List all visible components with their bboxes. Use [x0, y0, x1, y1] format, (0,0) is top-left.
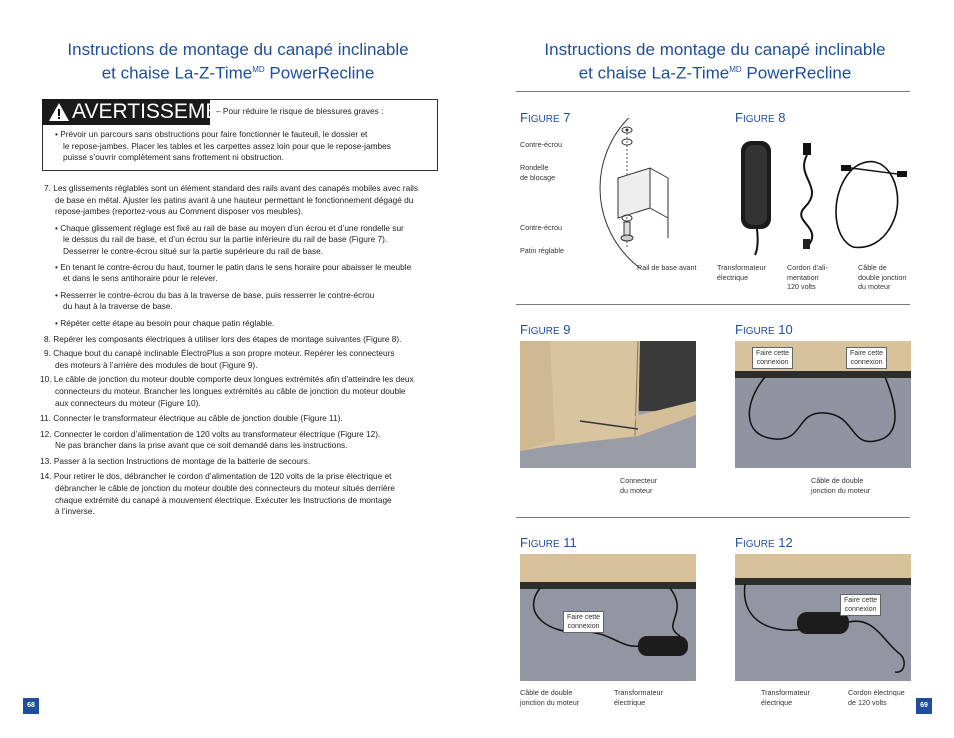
label-rondelle: Rondelle de blocage: [520, 163, 556, 182]
figure-12-photo: [735, 554, 911, 681]
step-line: Desserrer le contre-écrou situé sur la partie supérieure du rail de base.: [63, 245, 324, 256]
step-line: 14. Pour retirer le dos, débrancher le cordon d’alimentation de 120 volts de la prise électrique et: [40, 471, 392, 482]
label-transfo-fig12: Transformateur électrique: [761, 688, 810, 707]
label-patin: Patin réglable: [520, 246, 564, 255]
step-line: connecteurs du moteur. Brancher les longues extrémités au câble de jonction du moteur double: [55, 385, 406, 396]
step-line: 8. Repérer les composants électriques à utiliser lors des étapes de montage suivantes (Figure 8).: [44, 333, 402, 344]
instruction-steps: [40, 183, 460, 518]
figure-9-heading: FIGURE 9: [520, 322, 571, 337]
label-cable-fig8: Câble de double jonction du moteur: [858, 263, 907, 292]
step-line: chaque extrémité du canapé à mouvement électrique. Exécuter les Instructions de montage: [55, 494, 392, 505]
step-line: Ne pas brancher dans la prise avant que ce soit demandé dans les instructions.: [55, 440, 348, 451]
label-transfo-fig8: Transformateur électrique: [717, 263, 766, 282]
divider: [516, 91, 910, 92]
step-line: repose-jambes (reportez-vous au Comment disposer vos meubles).: [55, 206, 304, 217]
left-title-line1: Instructions de montage du canapé inclinable: [67, 40, 409, 59]
page-number-right: 69: [916, 698, 932, 714]
figure-8-photo: [735, 127, 911, 259]
warning-label: AVERTISSEMENT: [72, 100, 248, 123]
callout-connexion-left: Faire cette connexion: [752, 347, 793, 369]
warning-banner: [42, 99, 248, 125]
callout-connexion-right: Faire cette connexion: [846, 347, 887, 369]
right-title-line2: et chaise La-Z-Time$^{MD}$ PowerRecline: [578, 63, 852, 83]
right-page-title: [505, 40, 925, 84]
step-line: 11. Connecter le transformateur électrique au câble de jonction double (Figure 11).: [40, 413, 343, 424]
divider: [516, 517, 910, 518]
step-line: et dans le sens antihoraire pour le relever.: [63, 273, 218, 284]
step-line: • Répéter cette étape au besoin pour chaque patin réglable.: [55, 317, 275, 328]
step-line: 12. Connecter le cordon d’alimentation de 120 volts au transformateur électrique (Figure 12).: [40, 428, 381, 439]
left-title-line2: et chaise La-Z-Time$^{MD}$ PowerRecline: [101, 63, 375, 83]
figure-8-heading: FIGURE 8: [735, 110, 786, 125]
label-cordon-fig12: Cordon électrique de 120 volts: [848, 688, 905, 707]
figure-9-photo: [520, 341, 696, 468]
divider: [516, 304, 910, 305]
step-line: aux connecteurs du moteur (Figure 10).: [55, 397, 201, 408]
label-transfo-fig11: Transformateur électrique: [614, 688, 663, 707]
label-cordon-fig8: Cordon d’ali- mentation 120 volts: [787, 263, 828, 292]
label-connecteur: Connecteur du moteur: [620, 476, 658, 495]
step-line: 9. Chaque bout du canapé inclinable ÉlectroPlus a son propre moteur. Repérer les connecteurs: [44, 348, 395, 359]
figure-7-drawing: [590, 118, 690, 268]
step-line: le dessus du rail de base, et d’un écrou sur la partie inférieure du rail de base (Figure 7).: [63, 234, 388, 245]
label-contre-ecrou-top: Contre-écrou: [520, 140, 562, 149]
figure-11-heading: FIGURE 11: [520, 535, 577, 550]
figure-7-heading: FIGURE 7: [520, 110, 571, 125]
step-line: de base en métal. Ajuster les patins avant à une hauteur permettant le fonctionnement dégagé du: [55, 194, 414, 205]
step-line: débrancher le câble de jonction du moteur double des connecteurs du moteur situés derrière: [55, 483, 395, 494]
left-page-title: [28, 40, 448, 84]
label-cable-fig11: Câble de double jonction du moteur: [520, 688, 580, 707]
callout-connexion-fig11: Faire cette connexion: [563, 611, 604, 633]
callout-connexion-fig12: Faire cette connexion: [840, 594, 881, 616]
label-contre-ecrou-bottom: Contre-écrou: [520, 223, 562, 232]
warning-box: [42, 99, 438, 171]
figure-12-heading: FIGURE 12: [735, 535, 793, 550]
step-line: 7. Les glissements réglables sont un élément standard des rails avant des canapés mobiles avec rails: [44, 183, 419, 193]
step-line: des moteurs à l’arrière des modules de bout (Figure 9).: [55, 359, 258, 370]
step-line: 13. Passer à la section Instructions de montage de la batterie de secours.: [40, 455, 311, 466]
figure-10-heading: FIGURE 10: [735, 322, 793, 337]
page-number-left: 68: [23, 698, 39, 714]
step-line: • Chaque glissement réglage est fixé au rail de base au moyen d’un écrou et d’une rondelle sur: [55, 222, 404, 233]
warning-triangle-icon: [48, 102, 70, 122]
warning-bullet: • Prévoir un parcours sans obstructions pour faire fonctionner le fauteuil, le dossier et le repose-jambes. Placer les tables et les carpettes assez loin pour que le repose-jambes puisse s’ouvrir complètement sans frottement ni obstruction.: [55, 129, 391, 163]
warning-subtitle: – Pour réduire le risque de blessures graves :: [216, 106, 384, 116]
figure-11-photo: [520, 554, 696, 681]
step-line: • En tenant le contre-écrou du haut, tourner le patin dans le sens horaire pour abaisser le meuble: [55, 261, 412, 272]
step-line: 10. Le câble de jonction du moteur double comporte deux longues extrémités afin d’atteindre les deux: [40, 374, 414, 385]
step-line: du haut à la traverse de base.: [63, 301, 173, 312]
right-title-line1: Instructions de montage du canapé inclinable: [544, 40, 886, 59]
step-line: • Resserrer le contre-écrou du bas à la traverse de base, puis resserrer le contre-écrou: [55, 289, 375, 300]
label-cable-fig10: Câble de double jonction du moteur: [811, 476, 871, 495]
label-rail: Rail de base avant: [637, 263, 697, 272]
step-line: à l’inverse.: [55, 506, 95, 517]
